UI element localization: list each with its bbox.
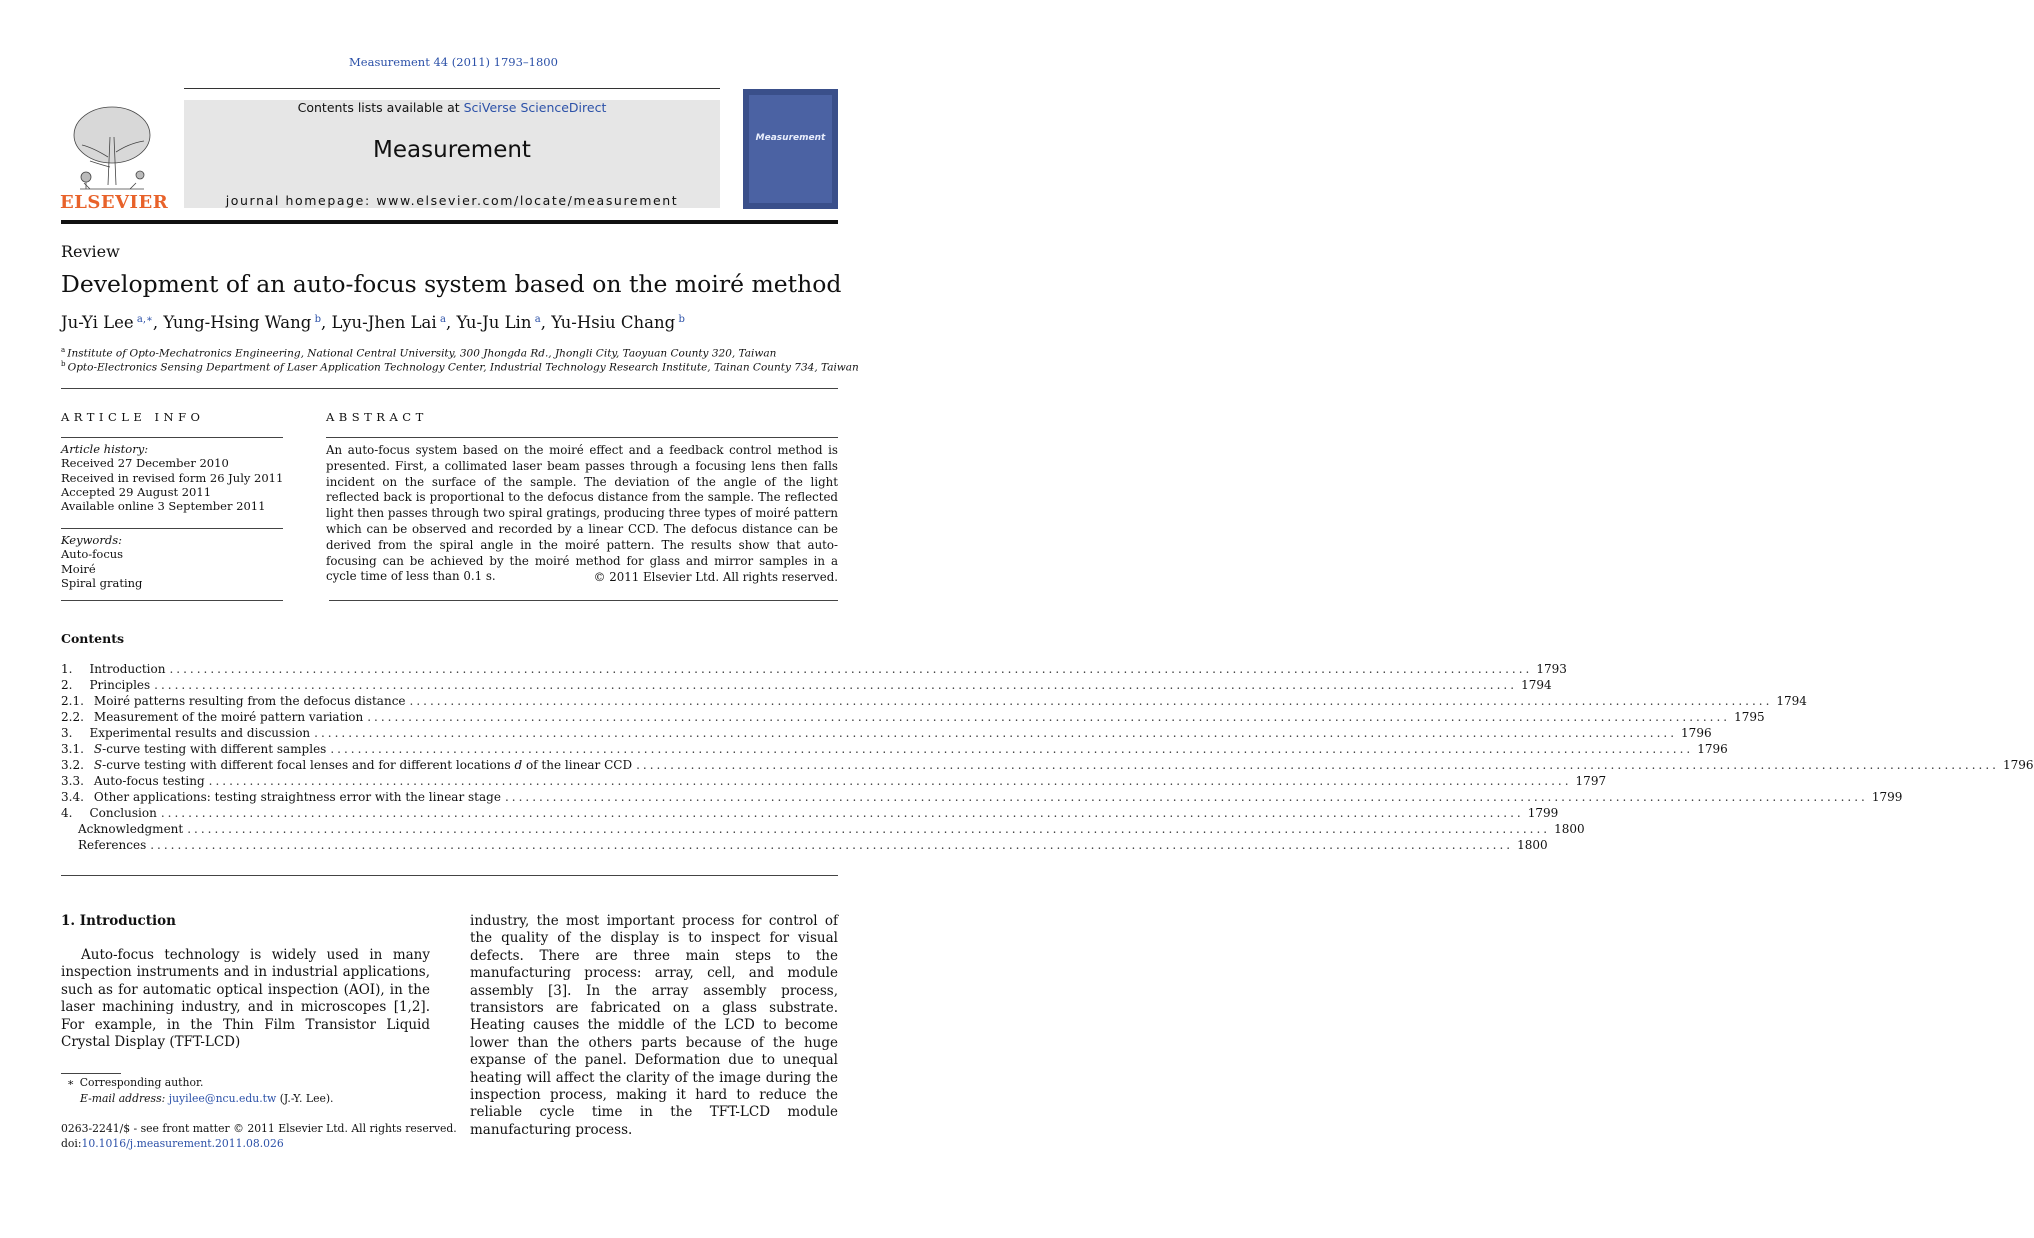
elsevier-wordmark: ELSEVIER (60, 192, 169, 213)
author-name: Yu-Ju Lin (456, 313, 532, 332)
author-affil-mark[interactable]: a (534, 314, 541, 325)
abstract-heading: ABSTRACT (326, 410, 428, 424)
sciverse-link[interactable]: SciVerse ScienceDirect (463, 100, 607, 115)
toc-leader-dots: ........................................................................................................................................................................................................ (367, 710, 1731, 724)
toc-title[interactable]: Experimental results and discussion (89, 726, 311, 740)
email-footnote (80, 1091, 334, 1107)
abstract-rule (326, 437, 838, 438)
toc-row[interactable] (61, 710, 1765, 726)
toc-row[interactable] (61, 790, 1903, 806)
author-name: Ju-Yi Lee (61, 313, 134, 332)
footnote-mark: ∗ (67, 1076, 75, 1089)
toc-page-number: 1796 (2002, 758, 2034, 772)
toc-number: 2.2. (61, 710, 84, 724)
section-heading-introduction: 1. Introduction (61, 913, 176, 929)
doi-prefix: doi: (61, 1137, 82, 1150)
toc-row[interactable] (61, 822, 1585, 838)
article-title: Development of an auto-focus system based on the moiré method (61, 270, 842, 298)
abstract-rule-bottom (329, 600, 838, 601)
toc-title[interactable]: S-curve testing with different focal lenses and for different locations d of the linear CCD (93, 758, 633, 772)
section-rule (61, 388, 838, 389)
toc-number: 2.1. (61, 694, 84, 708)
affiliation-text: Institute of Opto-Mechatronics Engineering, National Central University, 300 Jhongda Rd., Jhongli City, Taoyuan County 320, Taiwan (67, 347, 777, 360)
keywords-block (61, 533, 142, 590)
header-thick-rule (61, 220, 838, 224)
article-type: Review (61, 242, 120, 261)
toc-number: 3. (61, 726, 73, 740)
cover-panel (749, 95, 832, 203)
toc-title[interactable]: Other applications: testing straightness error with the linear stage (93, 790, 501, 804)
toc-page-number: 1800 (1554, 822, 1585, 836)
toc-title[interactable]: Auto-focus testing (93, 774, 205, 788)
journal-homepage[interactable]: journal homepage: www.elsevier.com/locate/measurement (225, 193, 679, 208)
author-list: Ju-Yi Lee $^{a,∗}$, Yung-Hsing Wang $^b$, Lyu-Jhen Lai $^a$, Yu-Ju Lin $^a$, Yu-Hsiu Chang $^b$ (61, 313, 685, 332)
affiliation-b (61, 360, 859, 374)
author-affil-mark[interactable]: b (678, 314, 685, 325)
article-history (61, 442, 283, 513)
toc-row[interactable] (61, 678, 1552, 694)
toc-row[interactable] (61, 726, 1712, 742)
contents-availability (184, 100, 720, 115)
toc-title[interactable]: References (78, 838, 147, 852)
history-label: Article history: (61, 442, 149, 456)
author-name: Lyu-Jhen Lai (331, 313, 437, 332)
toc-page-number: 1796 (1681, 726, 1712, 740)
toc-row[interactable] (61, 758, 2034, 774)
toc-title[interactable]: Conclusion (89, 806, 157, 820)
contents-prefix: Contents lists available at (297, 100, 464, 115)
toc-row[interactable] (61, 662, 1567, 678)
toc-page-number: 1793 (1536, 662, 1567, 676)
toc-page-number: 1795 (1734, 710, 1765, 724)
toc-number: 3.1. (61, 742, 84, 756)
contents-heading: Contents (61, 631, 125, 646)
info-rule (61, 600, 283, 601)
intro-paragraph-left: Auto-focus technology is widely used in many inspection instruments and in industrial applications, such as for automatic optical inspection (AOI), in the laser machining industry, and in microscopes [1,2]. For example, in the Thin Film Transistor Liquid Crystal Display (TFT-LCD) (61, 947, 430, 1051)
cover-title: Measurement (755, 133, 826, 143)
author-name: Yung-Hsing Wang (163, 313, 312, 332)
affiliation-a (61, 346, 776, 360)
toc-leader-dots: ........................................................................................................................................................................................................ (187, 822, 1551, 836)
toc-page-number: 1799 (1871, 790, 1903, 804)
toc-page-number: 1800 (1517, 838, 1548, 852)
toc-leader-dots: ........................................................................................................................................................................................................ (314, 726, 1678, 740)
toc-row[interactable] (61, 838, 1548, 854)
contents-rule (61, 875, 838, 876)
doi-line (61, 1136, 284, 1152)
toc-title[interactable]: Principles (89, 678, 151, 692)
toc-number: 3.2. (61, 758, 84, 772)
abstract-text: An auto-focus system based on the moiré effect and a feedback control method is presented. First, a collimated laser beam passes through a focusing lens then falls incident on the surface of the sample. The deviation of the angle of the light reflected back is proportional to the defocus distance from the sample. The reflected light then passes through two spiral gratings, producing three types of moiré pattern which can be observed and recorded by a linear CCD. The defocus distance can be derived from the spiral angle in the moiré pattern. The results show that auto-focusing can be achieved by the moiré method for glass and mirror samples in a cycle time of less than 0.1 s. (326, 443, 838, 584)
corresponding-text: Corresponding author. (79, 1076, 204, 1089)
toc-number: 4. (61, 806, 73, 820)
toc-leader-dots: ........................................................................................................................................................................................................ (160, 806, 1524, 820)
toc-number: 2. (61, 678, 73, 692)
header-rule (184, 88, 720, 89)
toc-row[interactable] (61, 694, 1807, 710)
footnote-rule (61, 1073, 121, 1074)
toc-title[interactable]: Introduction (89, 662, 166, 676)
toc-title[interactable]: Moiré patterns resulting from the defocus distance (93, 694, 406, 708)
affiliation-mark: a (61, 346, 66, 354)
toc-page-number: 1794 (1521, 678, 1552, 692)
keyword-item: Spiral grating (61, 575, 143, 590)
toc-title[interactable]: S-curve testing with different samples (93, 742, 327, 756)
history-revised: Received in revised form 26 July 2011 (61, 470, 284, 485)
toc-leader-dots: ........................................................................................................................................................................................................ (208, 774, 1572, 788)
article-info-heading: ARTICLE INFO (61, 410, 205, 424)
toc-leader-dots: ........................................................................................................................................................................................................ (330, 742, 1694, 756)
toc-title[interactable]: Acknowledgment (78, 822, 184, 836)
keyword-item: Moiré (61, 561, 96, 576)
abstract-copyright: © 2011 Elsevier Ltd. All rights reserved. (593, 570, 838, 584)
intro-paragraph-right: industry, the most important process for control of the quality of the display is to inspect for visual defects. There are three main steps to the manufacturing process: array, cell, and module assembly [3]. In the array assembly process, transistors are fabricated on a glass substrate. Heating causes the middle of the LCD to become lower than the others parts because of the huge expanse of the panel. Deformation due to unequal heating will affect the clarity of the image during the inspection process, making it hard to reduce the reliable cycle time in the TFT-LCD module manufacturing process. (470, 913, 838, 1138)
toc-leader-dots: ........................................................................................................................................................................................................ (150, 838, 1514, 852)
doi-link[interactable]: 10.1016/j.measurement.2011.08.026 (81, 1137, 284, 1150)
toc-page-number: 1797 (1575, 774, 1607, 788)
toc-number: 3.3. (61, 774, 84, 788)
toc-row[interactable] (61, 742, 1728, 758)
toc-row[interactable] (61, 774, 1607, 790)
toc-number: 1. (61, 662, 73, 676)
toc-leader-dots: ........................................................................................................................................................................................................ (504, 790, 1868, 804)
email-label: E-mail address: (80, 1092, 166, 1105)
toc-page-number: 1794 (1776, 694, 1807, 708)
journal-title: Measurement (373, 137, 531, 163)
info-rule (61, 528, 283, 529)
author-affil-mark[interactable]: a (439, 314, 446, 325)
toc-number: 3.4. (61, 790, 84, 804)
author-affil-mark[interactable]: a,∗ (136, 314, 153, 325)
keywords-label: Keywords: (61, 533, 122, 547)
email-suffix: (J.-Y. Lee). (279, 1092, 334, 1105)
toc-leader-dots: ........................................................................................................................................................................................................ (169, 662, 1533, 676)
toc-leader-dots: ........................................................................................................................................................................................................ (154, 678, 1518, 692)
keyword-item: Auto-focus (61, 547, 124, 562)
history-received: Received 27 December 2010 (61, 456, 229, 471)
affiliation-mark: b (61, 360, 66, 368)
email-link[interactable]: juyilee@ncu.edu.tw (168, 1092, 277, 1105)
toc-page-number: 1799 (1527, 806, 1559, 820)
affiliation-text: Opto-Electronics Sensing Department of Laser Application Technology Center, Industrial Technology Research Institute, Tainan County 734, Taiwan (67, 361, 859, 374)
author-affil-mark[interactable]: b (314, 314, 322, 325)
journal-cover-image (743, 89, 838, 209)
toc-page-number: 1796 (1697, 742, 1728, 756)
info-rule (61, 437, 283, 438)
toc-row[interactable] (61, 806, 1559, 822)
toc-leader-dots: ........................................................................................................................................................................................................ (409, 694, 1773, 708)
corresponding-footnote (67, 1075, 203, 1091)
history-accepted: Accepted 29 August 2011 (61, 484, 212, 499)
journal-citation[interactable]: Measurement 44 (2011) 1793–1800 (349, 55, 558, 69)
history-online: Available online 3 September 2011 (61, 499, 266, 514)
toc-title[interactable]: Measurement of the moiré pattern variation (93, 710, 364, 724)
issn-line: 0263-2241/$ - see front matter © 2011 Elsevier Ltd. All rights reserved. (61, 1122, 457, 1135)
toc-leader-dots: ........................................................................................................................................................................................................ (636, 758, 1999, 772)
author-name: Yu-Hsiu Chang (551, 313, 676, 332)
